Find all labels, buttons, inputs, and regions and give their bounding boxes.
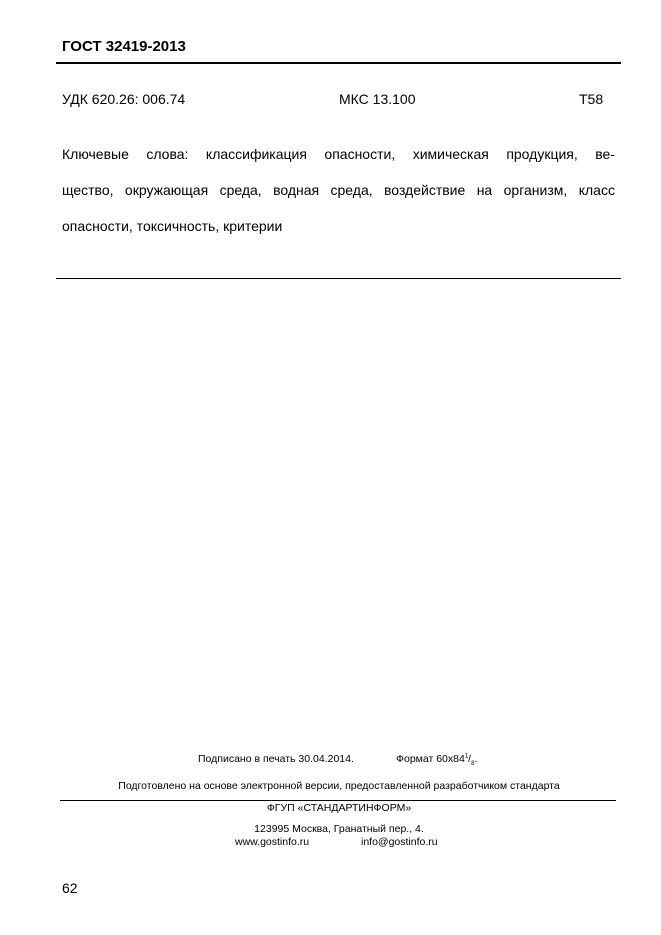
keywords-line-2: [62, 181, 615, 199]
format-label: Формат 60х84: [396, 753, 465, 765]
keyword-word: химическая: [412, 146, 489, 162]
keywords-line-1: [62, 145, 615, 163]
keyword-word: опасности,: [324, 146, 396, 162]
publisher-address: 123995 Москва, Гранатный пер., 4.: [254, 823, 424, 835]
prepared-note: Подготовлено на основе электронной версии, предоставленной разработчиком стандарта: [118, 780, 560, 792]
keyword-word: продукция,: [506, 146, 578, 162]
mks-code: МКС 13.100: [339, 91, 416, 107]
keywords-divider: [56, 278, 621, 279]
keyword-word: среда,: [330, 182, 373, 198]
website-link[interactable]: www.gostinfo.ru: [235, 836, 310, 848]
page-number: 62: [62, 880, 78, 896]
udk-code: УДК 620.26: 006.74: [62, 91, 186, 107]
keyword-word: ве-: [595, 146, 615, 162]
keyword-word: классификация: [205, 146, 307, 162]
keyword-word: на: [476, 182, 493, 198]
keyword-word: класс: [578, 182, 615, 198]
document-code: ГОСТ 32419-2013: [62, 38, 186, 55]
keyword-word: организм,: [503, 182, 568, 198]
classification-code: Т58: [579, 91, 604, 107]
format-denominator: 8: [471, 761, 475, 768]
paper-format: Формат $60х84^1/_8$.: [396, 753, 478, 768]
header-divider: [56, 62, 621, 64]
keyword-word: слова:: [146, 146, 189, 162]
footer-divider: [60, 800, 616, 801]
format-period: .: [474, 753, 478, 765]
publisher-name: ФГУП «СТАНДАРТИНФОРМ»: [266, 802, 412, 814]
keyword-word: водная: [273, 182, 320, 198]
keywords-line-3: опасности, токсичность, критерии: [62, 218, 283, 234]
keyword-word: щество,: [62, 182, 114, 198]
email-link[interactable]: info@gostinfo.ru: [361, 836, 438, 848]
keyword-word: воздействие: [384, 182, 466, 198]
keyword-word: среда,: [219, 182, 262, 198]
keyword-word: окружающая: [124, 182, 209, 198]
signed-date: Подписано в печать 30.04.2014.: [198, 753, 354, 765]
format-numerator: 1: [464, 753, 469, 760]
keyword-word: Ключевые: [62, 146, 129, 162]
